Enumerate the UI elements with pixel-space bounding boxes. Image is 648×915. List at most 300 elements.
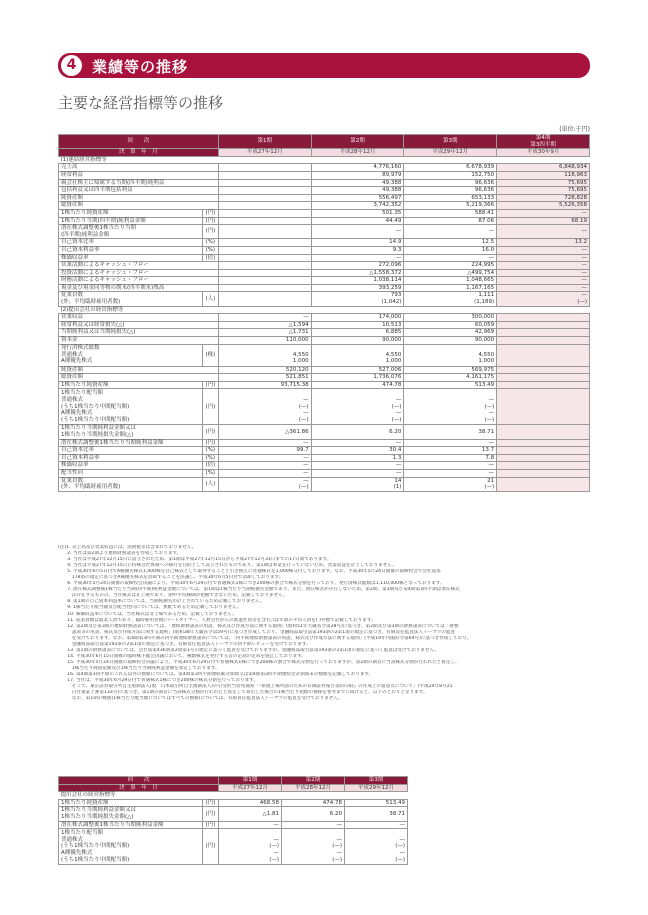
row-label: 純資産額 bbox=[59, 366, 219, 374]
row-value: 513.49 bbox=[345, 799, 408, 807]
row-value: — bbox=[219, 821, 282, 829]
row-label: 現金及び現金同等物の期末(四半期末)残高 bbox=[59, 284, 219, 292]
row-value: 13.7 bbox=[404, 447, 497, 455]
row-value: 272,096 bbox=[311, 262, 404, 270]
table-row bbox=[59, 469, 590, 477]
page-subtitle: 主要な経営指標等の推移 bbox=[58, 94, 224, 112]
row-value: 569,975 bbox=[404, 366, 497, 374]
t2-fiscal-1: 平成27年12月 bbox=[219, 784, 282, 792]
row-value: 4,550 1,000 bbox=[218, 344, 311, 366]
row-value bbox=[218, 225, 311, 239]
row-value: — bbox=[497, 269, 590, 277]
row-label: 総資産額 bbox=[59, 374, 219, 382]
table-row bbox=[59, 366, 590, 374]
row-label: 経常利益 bbox=[59, 171, 219, 179]
row-value: — bbox=[311, 469, 404, 477]
period-header: 回 次 bbox=[59, 135, 219, 149]
row-value: 49,388 bbox=[311, 179, 404, 187]
row-value: 42,969 bbox=[404, 329, 497, 337]
row-value bbox=[218, 246, 311, 254]
row-value: 152,750 bbox=[404, 171, 497, 179]
row-value: 49,388 bbox=[311, 187, 404, 195]
row-value: 4,776,160 bbox=[311, 164, 404, 172]
period-2: 第2期 bbox=[311, 135, 404, 149]
note-line: 9. 1株当たり配当額及び配当性向については、無配であるため記載しておりません。 bbox=[58, 605, 242, 611]
row-value: 521,851 bbox=[218, 374, 311, 382]
row-value bbox=[218, 239, 311, 247]
row-value: 5,526,358 bbox=[497, 202, 590, 210]
row-value: — (—) bbox=[497, 292, 590, 306]
row-unit: (%) bbox=[202, 454, 218, 462]
table-row bbox=[59, 284, 590, 292]
row-value: 14.9 bbox=[311, 239, 404, 247]
row-value: — bbox=[311, 225, 404, 239]
row-value: 1,038,114 bbox=[311, 277, 404, 285]
note-line: 11. 従業員数は就業人員であり、臨時雇用者数(パートタイマー、人材会社からの派遣社員等を含む。)は年間の平均人員を( )外数で記載しております。 bbox=[58, 617, 376, 623]
row-value: — bbox=[218, 314, 311, 322]
row-label: 配当性向 bbox=[59, 469, 203, 477]
table-row bbox=[59, 381, 590, 389]
row-value: 7.8 bbox=[404, 454, 497, 462]
row-value: — bbox=[311, 462, 404, 470]
row-value: 513.49 bbox=[404, 381, 497, 389]
unit-label: (単位:千円) bbox=[559, 126, 590, 133]
fiscal-header: 決 算 年 月 bbox=[59, 149, 219, 157]
header-row bbox=[59, 135, 590, 149]
fiscal-1: 平成27年12月 bbox=[218, 149, 311, 157]
row-label: 1株当たり配当額 普通株式 (うち1株当たり中間配当額) A種優先株式 (うち1株当たり中間配当額) bbox=[59, 389, 203, 425]
note-line: 日付東証上審第133号)に基づき、第1期の期首に当該株式分割が行われたと仮定して算出した場合の1株当たり指標の推移を参考までに掲げると、以下のとおりとなります。 bbox=[58, 690, 428, 696]
note-line: 8. 第1期の自己資本利益率については、当期純損失が計上されているため記載しておりません。 bbox=[58, 599, 265, 605]
row-value: 89,979 bbox=[311, 171, 404, 179]
row-label: 1株当たり純資産額 bbox=[59, 799, 203, 807]
table-row bbox=[59, 179, 590, 187]
row-unit: (円) bbox=[203, 821, 219, 829]
row-value: 6,678,939 bbox=[404, 164, 497, 172]
t2-section-row bbox=[59, 792, 408, 800]
row-unit: (円) bbox=[203, 799, 219, 807]
row-value: 393,259 bbox=[311, 284, 404, 292]
row-value: △361.86 bbox=[218, 425, 311, 439]
table-row bbox=[59, 262, 590, 270]
row-label: 総資産額 bbox=[59, 202, 219, 210]
row-unit: (株) bbox=[202, 344, 218, 366]
fiscal-row bbox=[59, 149, 590, 157]
row-label: 1株当たり純資産額 bbox=[59, 381, 203, 389]
row-label: 株価収益率 bbox=[59, 462, 203, 470]
row-label: 営業活動によるキャッシュ・フロー bbox=[59, 262, 219, 270]
note-line: 3. 当社は平成27年12月15日に設立されたため、第1期は平成27年12月15日から平成27年12月31日までの17日間であります。 bbox=[58, 557, 332, 563]
row-value: 96,636 bbox=[404, 179, 497, 187]
row-value: 556,497 bbox=[311, 194, 404, 202]
row-value bbox=[218, 194, 311, 202]
t2-period-1: 第1期 bbox=[219, 777, 282, 785]
row-label: 売上高 bbox=[59, 164, 219, 172]
table-row bbox=[59, 269, 590, 277]
row-value: 474.78 bbox=[311, 381, 404, 389]
table-row bbox=[59, 202, 590, 210]
row-unit: (倍) bbox=[202, 462, 218, 470]
row-value: — (—) — (—) bbox=[218, 389, 311, 425]
row-value: 60,059 bbox=[404, 321, 497, 329]
row-value: — (—) — (—) bbox=[219, 829, 282, 865]
table-row bbox=[59, 246, 590, 254]
row-label: 従業員数 (外、平均臨時雇用者数) bbox=[59, 477, 203, 491]
row-value bbox=[218, 254, 311, 262]
row-label: 1株当たり配当額 普通株式 (うち1株当たり中間配当額) A種優先株式 (うち1株当たり中間配当額) bbox=[59, 829, 203, 865]
note-line: 2. 当社は第2期より連結財務諸表を作成しております。 bbox=[58, 551, 182, 557]
note-line: 12. 第2期及び第3期の連結財務諸表については、「連結財務諸表の用語、様式及び作成方法に関する規則」(昭和51年大蔵省令第28号)に基づき、第2期及び第3期の財務諸表については「財務 bbox=[58, 623, 459, 629]
table-row bbox=[59, 194, 590, 202]
period-1: 第1期 bbox=[218, 135, 311, 149]
row-value: — (—) — (—) bbox=[311, 389, 404, 425]
row-unit: (%) bbox=[202, 469, 218, 477]
row-value: — bbox=[404, 254, 497, 262]
row-value bbox=[497, 462, 590, 470]
row-unit: (円) bbox=[202, 389, 218, 425]
t2-fiscal-0: 決 算 年 月 bbox=[59, 784, 219, 792]
row-value: — bbox=[404, 439, 497, 447]
table-row bbox=[59, 292, 590, 306]
row-label: 潜在株式調整後1株当たり当期純利益金額 bbox=[59, 439, 203, 447]
table-row bbox=[59, 254, 590, 262]
table-row bbox=[59, 439, 590, 447]
table-row bbox=[59, 454, 590, 462]
row-label: 1株当たり純資産額 bbox=[59, 209, 203, 217]
row-value: 520,120 bbox=[218, 366, 311, 374]
period-4: 第4期 第3四半期 bbox=[497, 135, 590, 149]
row-value: 6,848,934 bbox=[497, 164, 590, 172]
row-value: 90,000 bbox=[404, 337, 497, 345]
fiscal-4: 平成30年9月 bbox=[497, 149, 590, 157]
row-value: 5,219,366 bbox=[404, 202, 497, 210]
row-value: — bbox=[497, 284, 590, 292]
note-line: 諸表等の用語、様式及び作成方法に関する規則」(昭和38年大蔵省令第59号)に基づき作成しており、金融商品取引法第193条の2第1項の規定に基づき、有限責任監査法人トーマツの監査 bbox=[58, 629, 456, 635]
row-value bbox=[497, 477, 590, 491]
table-row bbox=[59, 239, 590, 247]
fiscal-2: 平成28年12月 bbox=[311, 149, 404, 157]
row-value: 1.3 bbox=[311, 454, 404, 462]
row-value: — bbox=[497, 209, 590, 217]
row-value bbox=[218, 164, 311, 172]
row-value: 1,048,665 bbox=[404, 277, 497, 285]
row-value bbox=[218, 217, 311, 225]
row-value: — bbox=[218, 469, 311, 477]
row-value: — bbox=[497, 277, 590, 285]
t2-period-0: 回 次 bbox=[59, 777, 219, 785]
row-value: △1.81 bbox=[219, 807, 282, 821]
row-value: 527,006 bbox=[311, 366, 404, 374]
note-line: (注)1. 売上高及び営業収益には、消費税等は含まれておりません。 bbox=[58, 545, 197, 550]
table-row bbox=[59, 374, 590, 382]
row-value: 4,550 1,000 bbox=[404, 344, 497, 366]
t2-period-2: 第2期 bbox=[282, 777, 345, 785]
row-value: 300,000 bbox=[404, 314, 497, 322]
row-value: 4,161,175 bbox=[404, 374, 497, 382]
row-value: — bbox=[218, 454, 311, 462]
row-value: — (—) — (—) bbox=[404, 389, 497, 425]
table-row bbox=[59, 329, 590, 337]
row-value: 588.41 bbox=[404, 209, 497, 217]
row-value: 224,995 bbox=[404, 262, 497, 270]
t2-fiscal-2: 平成28年12月 bbox=[282, 784, 345, 792]
table-row bbox=[59, 425, 590, 439]
row-value: — bbox=[497, 254, 590, 262]
table-row bbox=[59, 171, 590, 179]
row-value: 14 (1) bbox=[311, 477, 404, 491]
row-unit: (円) bbox=[202, 225, 218, 239]
row-value bbox=[497, 337, 590, 345]
t2-period-3: 第3期 bbox=[345, 777, 408, 785]
note-line: 4. 当社は平成27年12月15日に持株会社体制への移行を目的として設立されたものであり、第1期は事業を行っていないため、営業収益を計上しておりません。 bbox=[58, 563, 397, 569]
note-line: を受けております。なお、第4期第3四半期の四半期連結財務諸表については、「四半期連結財務諸表の用語、様式及び作成方法に関する規則」(平成19年内閣府令第64号)に基づき作成しており、 bbox=[58, 635, 472, 641]
row-label: 潜在株式調整後1株当たり当期 (四半期)純利益金額 bbox=[59, 225, 203, 239]
row-unit: (%) bbox=[202, 447, 218, 455]
t2-row bbox=[59, 821, 408, 829]
row-value bbox=[218, 292, 311, 306]
row-value: △499,754 bbox=[404, 269, 497, 277]
note-line: 7. 潜在株式調整後1株当たり当期(四半期)純利益金額については、第1期は1株当たり当期純損失金額であり、また、潜在株式が存在しないため、第2期、第3期及び第4期第3四半期は潜在株式 bbox=[58, 587, 460, 593]
row-label: 純資産額 bbox=[59, 194, 219, 202]
row-label: 1株当たり当期純利益金額又は 1株当たり当期純損失金額(△) bbox=[59, 807, 203, 821]
row-value: △1,594 bbox=[218, 321, 311, 329]
row-label: 発行済株式総数 普通株式 A種優先株式 bbox=[59, 344, 203, 366]
row-label: 株価収益率 bbox=[59, 254, 203, 262]
row-value: — bbox=[497, 225, 590, 239]
row-value: 6,885 bbox=[311, 329, 404, 337]
row-label: 営業収益 bbox=[59, 314, 219, 322]
row-value: △1,731 bbox=[218, 329, 311, 337]
table-row bbox=[59, 225, 590, 239]
fiscal-3: 平成29年12月 bbox=[404, 149, 497, 157]
row-label: 潜在株式調整後1株当たり当期純利益金額 bbox=[59, 821, 203, 829]
row-value: — bbox=[218, 439, 311, 447]
row-value: 10,513 bbox=[311, 321, 404, 329]
t2-fiscal-row bbox=[59, 784, 408, 792]
row-value: — (—) — (—) bbox=[282, 829, 345, 865]
row-value bbox=[497, 381, 590, 389]
row-value bbox=[497, 329, 590, 337]
row-value: 468.58 bbox=[219, 799, 282, 807]
row-value: 75,695 bbox=[497, 179, 590, 187]
indicators-table bbox=[58, 134, 590, 492]
row-value: 4,550 1,000 bbox=[311, 344, 404, 366]
row-value bbox=[218, 262, 311, 270]
row-unit: (円) bbox=[202, 425, 218, 439]
footnotes bbox=[58, 545, 590, 702]
row-value: 38.71 bbox=[404, 425, 497, 439]
row-label: 従業員数 (外、平均臨時雇用者数) bbox=[59, 292, 203, 306]
row-unit: (人) bbox=[202, 477, 218, 491]
row-unit: (円) bbox=[203, 829, 219, 865]
table-row bbox=[59, 477, 590, 491]
row-label: 当期純利益又は当期純損失(△) bbox=[59, 329, 219, 337]
row-value bbox=[218, 284, 311, 292]
row-value bbox=[218, 202, 311, 210]
t2-section-label: 提出会社の経営指標等 bbox=[59, 792, 408, 800]
per-share-indicators-table bbox=[58, 776, 408, 865]
row-value bbox=[218, 209, 311, 217]
period-3: 第3期 bbox=[404, 135, 497, 149]
row-unit: (人) bbox=[202, 292, 218, 306]
row-value: 118,963 bbox=[497, 171, 590, 179]
row-value: 96,636 bbox=[404, 187, 497, 195]
row-unit: (倍) bbox=[202, 254, 218, 262]
row-value: — bbox=[345, 821, 408, 829]
row-label: 親会社株主に帰属する当期(四半期)純利益 bbox=[59, 179, 219, 187]
row-value bbox=[497, 425, 590, 439]
row-unit: (円) bbox=[202, 209, 218, 217]
section-label: (2)提出会社の経営指標等 bbox=[59, 306, 590, 314]
row-value: △1,558,372 bbox=[311, 269, 404, 277]
row-value bbox=[497, 344, 590, 366]
row-label: 経常利益又は経常損失(△) bbox=[59, 321, 219, 329]
t2-row bbox=[59, 807, 408, 821]
section-row bbox=[59, 306, 590, 314]
row-value: 75,695 bbox=[497, 187, 590, 195]
row-label: 自己資本利益率 bbox=[59, 246, 203, 254]
table-row bbox=[59, 389, 590, 425]
section-title: 業績等の推移 bbox=[92, 58, 189, 76]
note-line: 13. 第1期の財務諸表については、会社法第436条第2項第1号の規定に基づく監査を受けておりますが、金融商品取引法第193条の2第1項の規定に基づく監査は受けておりません。 bbox=[58, 647, 440, 653]
table-row bbox=[59, 217, 590, 225]
row-value bbox=[497, 321, 590, 329]
row-value: 501.35 bbox=[311, 209, 404, 217]
row-value: 6.20 bbox=[311, 425, 404, 439]
t2-header-row bbox=[59, 777, 408, 785]
row-unit: (円) bbox=[203, 807, 219, 821]
note-line: 6. 平成30年5月24日開催の取締役会決議により、平成30年6月29日付で普通株式1株につき200株の割合で株式分割を行っており、発行済株式総数は1,110,000株となっております。 bbox=[58, 581, 445, 587]
row-label: 自己資本利益率 bbox=[59, 454, 203, 462]
row-value: — bbox=[404, 469, 497, 477]
row-value bbox=[497, 366, 590, 374]
table-row bbox=[59, 337, 590, 345]
note-line: 1株当たり純資産額及び1株当たり当期純利益金額を算定しております。 bbox=[58, 665, 220, 671]
note-line: なお、第1期の数値(1株当たり配当額についてはすべての数値)については、有限責任監査法人トーマツの監査を受けておりません。 bbox=[58, 696, 343, 702]
row-value: 21 (—) bbox=[404, 477, 497, 491]
t2-row bbox=[59, 829, 408, 865]
note-line: そこで、東京証券取引所自主規制法人(現 日本取引所自主規制法人)の引受担当者宛通知「『新規上場申請のための有価証券報告書(Iの部)』の作成上の留意点について」(平成24年8月21 bbox=[58, 684, 453, 690]
row-value: — (—) bbox=[218, 477, 311, 491]
row-value: — bbox=[311, 439, 404, 447]
section-row bbox=[59, 156, 590, 164]
row-value: 1,736,076 bbox=[311, 374, 404, 382]
row-value: 1,167,165 bbox=[404, 284, 497, 292]
row-value: 1,111 (1,189) bbox=[404, 292, 497, 306]
row-value: — bbox=[311, 254, 404, 262]
table-row bbox=[59, 164, 590, 172]
row-label: 1株当たり当期純利益金額又は 1株当たり当期純損失金額(△) bbox=[59, 425, 203, 439]
row-value: 16.0 bbox=[404, 246, 497, 254]
row-value: 68.19 bbox=[497, 217, 590, 225]
row-value bbox=[218, 277, 311, 285]
row-value: 474.78 bbox=[282, 799, 345, 807]
row-value: 30.4 bbox=[311, 447, 404, 455]
row-value: 38.71 bbox=[345, 807, 408, 821]
row-value: 13.2 bbox=[497, 239, 590, 247]
table-row bbox=[59, 209, 590, 217]
note-line: 17. 当社は、平成30年6月29日付で普通株式1株につき200株の株式分割を行っております。 bbox=[58, 678, 258, 684]
row-label: 自己資本比率 bbox=[59, 447, 203, 455]
row-value: — bbox=[404, 462, 497, 470]
row-value: 110,000 bbox=[218, 337, 311, 345]
note-line: は存在するものの、当社株式は非上場であり、期中平均株価が把握できないため、記載しておりません。 bbox=[58, 593, 288, 599]
table-row bbox=[59, 277, 590, 285]
row-value: 6.20 bbox=[282, 807, 345, 821]
row-unit: (%) bbox=[202, 239, 218, 247]
row-label: 1株当たり当期(四半期)純利益金額 bbox=[59, 217, 203, 225]
t2-row bbox=[59, 799, 408, 807]
table-row bbox=[59, 321, 590, 329]
row-value bbox=[497, 469, 590, 477]
row-value bbox=[497, 314, 590, 322]
row-value: 90,000 bbox=[311, 337, 404, 345]
row-value: — bbox=[497, 246, 590, 254]
row-value bbox=[497, 439, 590, 447]
t2-fiscal-3: 平成29年12月 bbox=[345, 784, 408, 792]
row-label: 自己資本比率 bbox=[59, 239, 203, 247]
section-header bbox=[58, 53, 590, 78]
row-value: 728,828 bbox=[497, 194, 590, 202]
note-line: 10. 株価収益率については、当社株式は非上場であるため、記載しておりません。 bbox=[58, 611, 237, 617]
row-label: 資本金 bbox=[59, 337, 219, 345]
row-value: — bbox=[282, 821, 345, 829]
row-value bbox=[497, 389, 590, 425]
row-unit: (円) bbox=[202, 381, 218, 389]
row-unit: (円) bbox=[202, 217, 218, 225]
row-value: 653,133 bbox=[404, 194, 497, 202]
row-value: — (—) — (—) bbox=[345, 829, 408, 865]
row-value: 99.7 bbox=[218, 447, 311, 455]
row-value: 93,715.38 bbox=[218, 381, 311, 389]
row-unit: (%) bbox=[202, 246, 218, 254]
table-row bbox=[59, 447, 590, 455]
note-line: 14. 平成30年6月15日開催の臨時株主総会決議において、種類株式を発行する旨の定款の定めを廃止しております。 bbox=[58, 653, 307, 659]
row-label: 財務活動によるキャッシュ・フロー bbox=[59, 277, 219, 285]
row-value: — bbox=[404, 225, 497, 239]
note-line: 178条の規定に基づきA種優先株式を消却することを決議し、平成30年6月5日付で消却しております。 bbox=[58, 575, 284, 581]
row-value bbox=[218, 171, 311, 179]
note-line: 金融商品取引法第193条の2第1項の規定に基づき、有限責任監査法人トーマツの四半期レビューを受けております。 bbox=[58, 641, 311, 647]
table-row bbox=[59, 462, 590, 470]
row-value: 9.3 bbox=[311, 246, 404, 254]
row-value: 3,742,352 bbox=[311, 202, 404, 210]
row-unit: (円) bbox=[202, 439, 218, 447]
table-row bbox=[59, 314, 590, 322]
note-line: 15. 平成30年5月24日開催の取締役会決議により、平成30年6月29日付で普通株式1株につき200株の割合で株式分割を行っておりますが、第2期の期首に当該株式分割が行われたと仮定し、 bbox=[58, 659, 460, 665]
row-value bbox=[218, 187, 311, 195]
section-label: (1)連結経営指標等 bbox=[59, 156, 590, 164]
row-label: 包括利益又は四半期包括利益 bbox=[59, 187, 219, 195]
row-value: 87.06 bbox=[404, 217, 497, 225]
row-value: — bbox=[497, 262, 590, 270]
row-value bbox=[497, 374, 590, 382]
row-label: 投資活動によるキャッシュ・フロー bbox=[59, 269, 219, 277]
note-line: 16. 第4期第3四半期のこれら以外の数値については、第4期第3四半期連結累計期間又は第4期第3四半期連結会計期間末の数値を記載しております。 bbox=[58, 671, 374, 677]
section-number-badge: 4 bbox=[61, 55, 82, 76]
row-value bbox=[218, 269, 311, 277]
row-value: 44.49 bbox=[311, 217, 404, 225]
table-row bbox=[59, 187, 590, 195]
note-line: 5. 平成30年6月5日付でA種優先株式1,000株を自己株式として取得することと引き換えに普通株式を1,000株交付しております。なお、平成30年5月24日開催の取締役会で会社法第 bbox=[58, 569, 441, 575]
row-value bbox=[497, 454, 590, 462]
row-value bbox=[497, 447, 590, 455]
row-value: 793 (1,042) bbox=[311, 292, 404, 306]
row-value bbox=[218, 179, 311, 187]
row-value: 174,000 bbox=[311, 314, 404, 322]
row-value: 12.5 bbox=[404, 239, 497, 247]
table-row bbox=[59, 344, 590, 366]
